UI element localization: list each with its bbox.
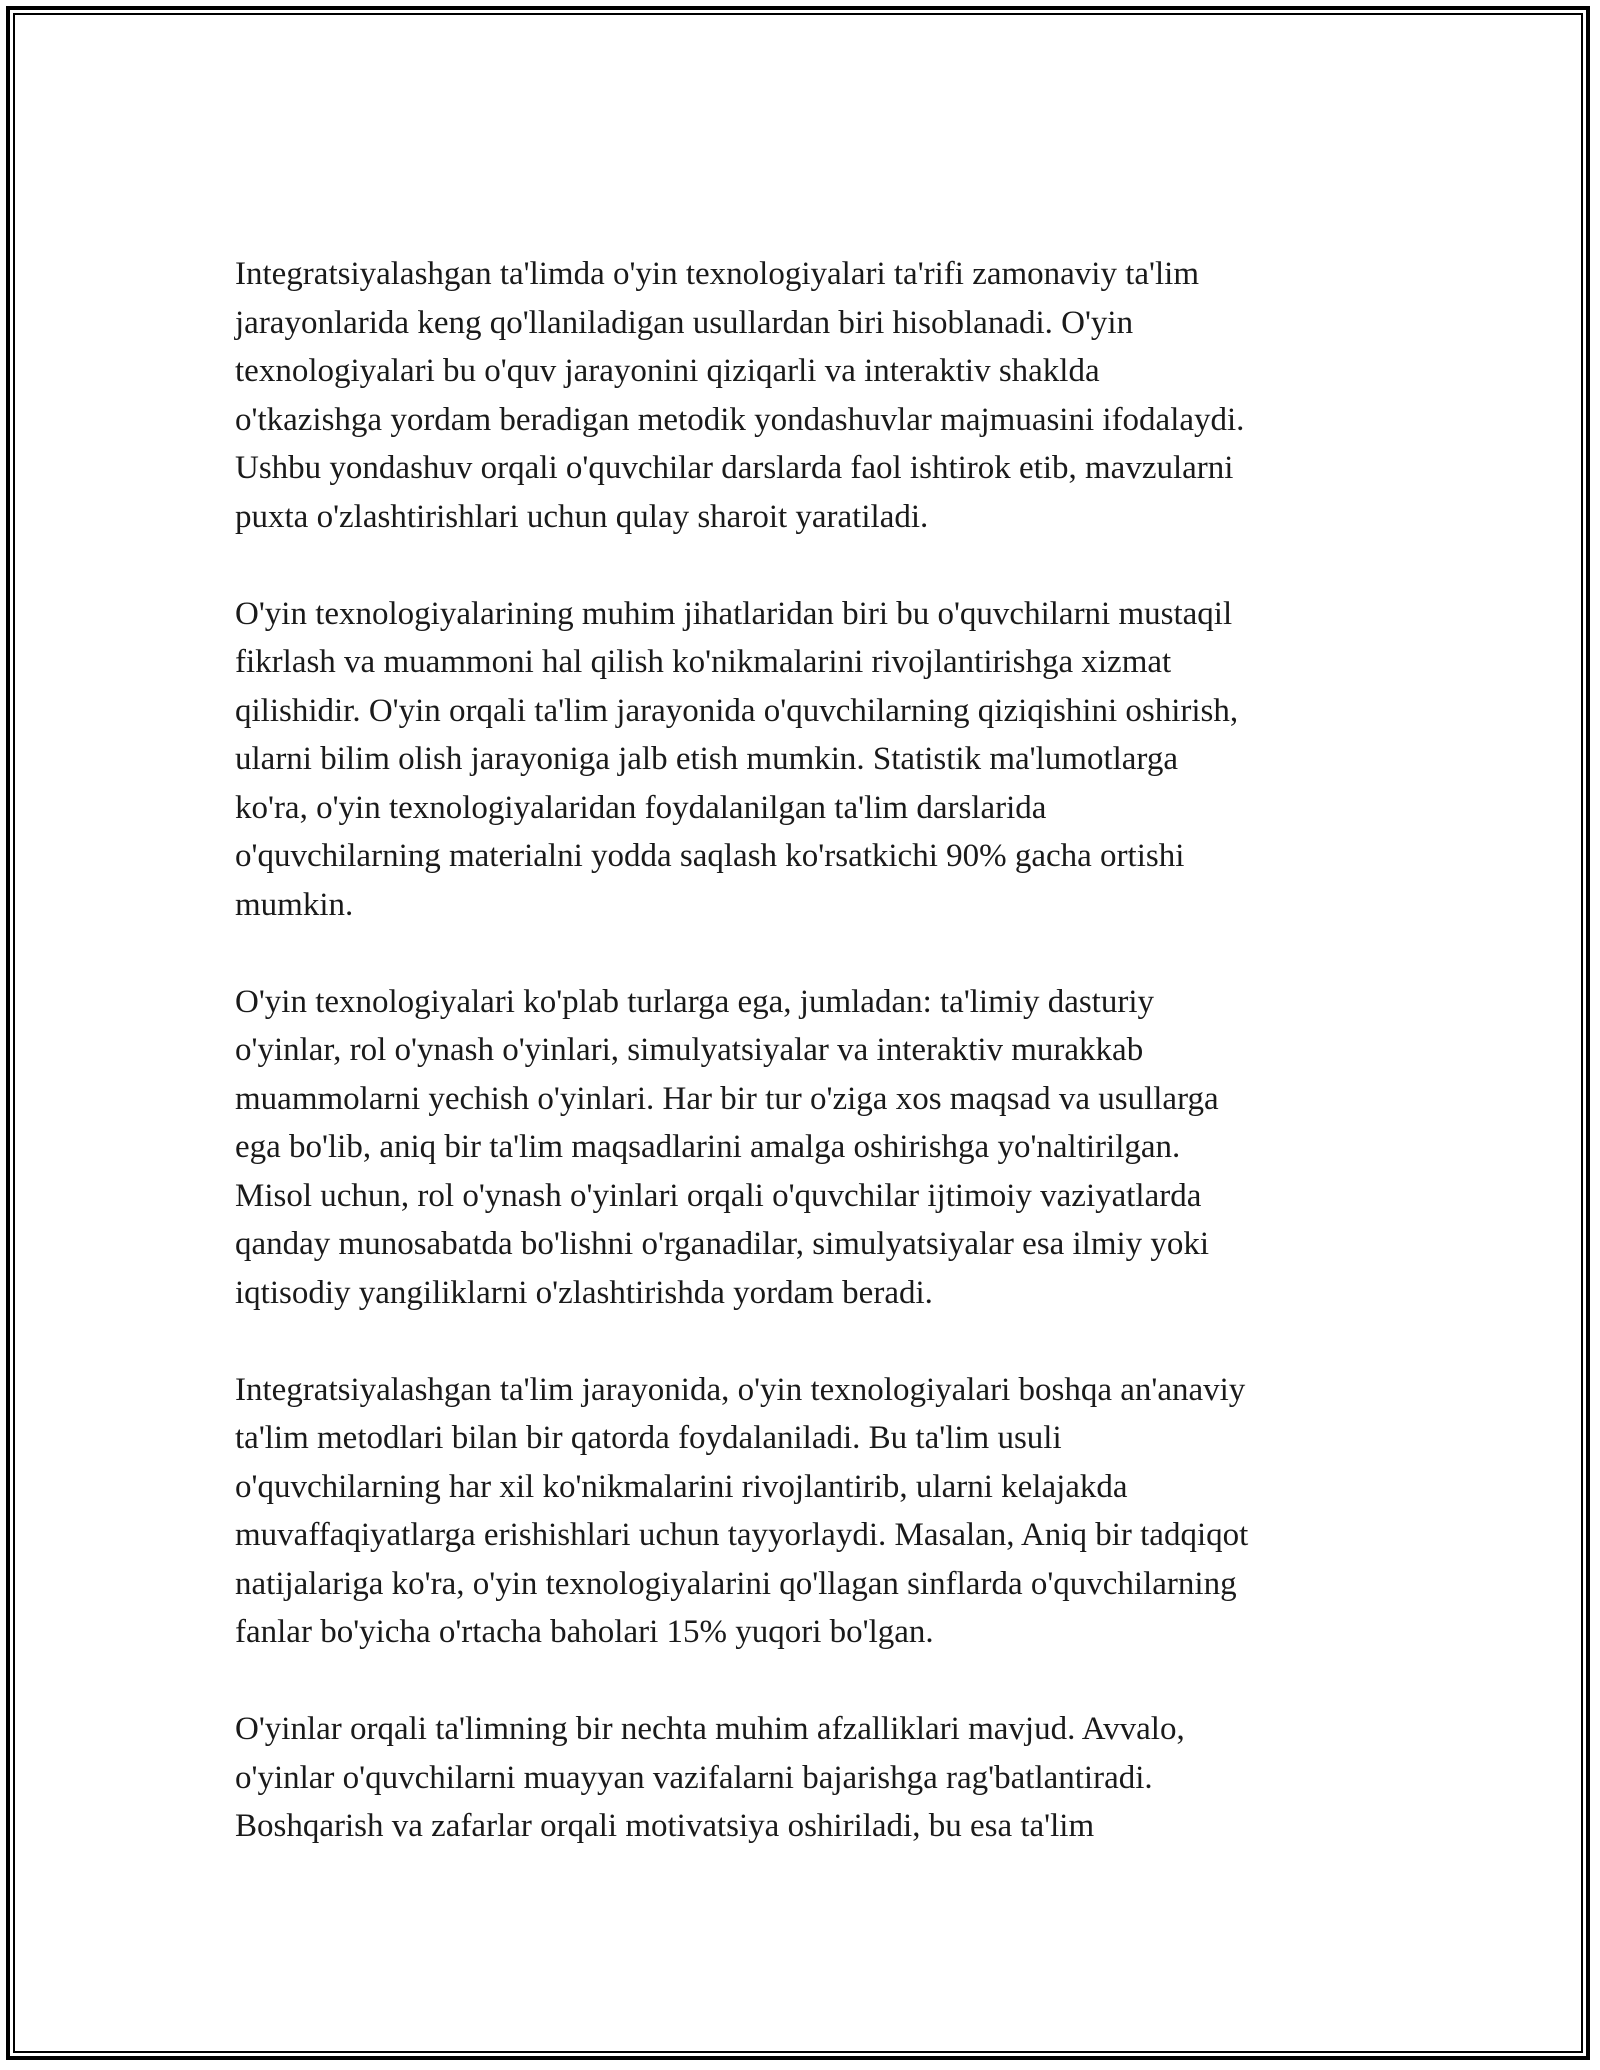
text-line: fanlar bo'yicha o'rtacha baholari 15% yuqori bo'lgan. xyxy=(235,1614,934,1650)
text-line: natijalariga ko'ra, o'yin texnologiyalarini qo'llagan sinflarda o'quvchilarning xyxy=(235,1565,1237,1602)
text-line: o'tkazishga yordam beradigan metodik yondashuvlar majmuasini ifodalaydi. xyxy=(235,401,1245,438)
paragraph-2 xyxy=(235,590,1395,930)
paragraph-3 xyxy=(235,978,1395,1318)
text-line: Integratsiyalashgan ta'lim jarayonida, o'yin texnologiyalari boshqa an'anaviy xyxy=(235,1371,1246,1408)
text-line: O'yin texnologiyalarining muhim jihatlaridan biri bu o'quvchilarni mustaqil xyxy=(235,595,1233,632)
paragraph-1 xyxy=(235,250,1395,541)
text-line: jarayonlarida keng qo'llaniladigan usullardan biri hisoblanadi. O'yin xyxy=(235,304,1134,341)
text-line: qilishidir. O'yin orqali ta'lim jarayonida o'quvchilarning qiziqishini oshirish, xyxy=(235,692,1239,729)
text-line: O'yinlar orqali ta'limning bir nechta muhim afzalliklari mavjud. Avvalo, xyxy=(235,1711,1185,1747)
text-line: texnologiyalari bu o'quv jarayonini qiziqarli va interaktiv shaklda xyxy=(235,353,1100,389)
text-line: Misol uchun, rol o'ynash o'yinlari orqali o'quvchilar ijtimoiy vaziyatlarda xyxy=(235,1177,1202,1214)
paragraph-4 xyxy=(235,1366,1395,1657)
document-body xyxy=(235,250,1395,1851)
text-line: Ushbu yondashuv orqali o'quvchilar darslarda faol ishtirok etib, mavzularni xyxy=(235,450,1234,486)
text-line: iqtisodiy yangiliklarni o'zlashtirishda yordam beradi. xyxy=(235,1274,933,1311)
text-line: o'yinlar, rol o'ynash o'yinlari, simulyatsiyalar va interaktiv murakkab xyxy=(235,1032,1144,1068)
text-line: ko'ra, o'yin texnologiyalaridan foydalanilgan ta'lim darslarida xyxy=(235,789,1047,826)
text-line: o'yinlar o'quvchilarni muayyan vazifalarni bajarishga rag'batlantiradi. xyxy=(235,1759,1153,1796)
text-line: ularni bilim olish jarayoniga jalb etish mumkin. Statistik ma'lumotlarga xyxy=(235,741,1178,777)
text-line: Boshqarish va zafarlar orqali motivatsiya oshiriladi, bu esa ta'lim xyxy=(235,1808,1095,1844)
text-line: muammolarni yechish o'yinlari. Har bir tur o'ziga xos maqsad va usullarga xyxy=(235,1080,1219,1117)
text-line: qanday munosabatda bo'lishni o'rganadilar, simulyatsiyalar esa ilmiy yoki xyxy=(235,1226,1210,1262)
text-line: o'quvchilarning har xil ko'nikmalarini rivojlantirib, ularni kelajakda xyxy=(235,1468,1128,1505)
text-line: o'quvchilarning materialni yodda saqlash ko'rsatkichi 90% gacha ortishi xyxy=(235,838,1185,874)
text-line: puxta o'zlashtirishlari uchun qulay sharoit yaratiladi. xyxy=(235,498,929,535)
text-line: mumkin. xyxy=(235,886,354,923)
text-line: fikrlash va muammoni hal qilish ko'nikmalarini rivojlantirishga xizmat xyxy=(235,644,1172,680)
text-line: muvaffaqiyatlarga erishishlari uchun tayyorlaydi. Masalan, Aniq bir tadqiqot xyxy=(235,1517,1249,1553)
text-line: Integratsiyalashgan ta'limda o'yin texnologiyalari ta'rifi zamonaviy ta'lim xyxy=(235,256,1199,292)
text-line: ta'lim metodlari bilan bir qatorda foydalaniladi. Bu ta'lim usuli xyxy=(235,1420,1062,1456)
text-line: ega bo'lib, aniq bir ta'lim maqsadlarini amalga oshirishga yo'naltirilgan. xyxy=(235,1129,1181,1165)
text-line: O'yin texnologiyalari ko'plab turlarga ega, jumladan: ta'limiy dasturiy xyxy=(235,983,1155,1020)
paragraph-5 xyxy=(235,1705,1395,1851)
